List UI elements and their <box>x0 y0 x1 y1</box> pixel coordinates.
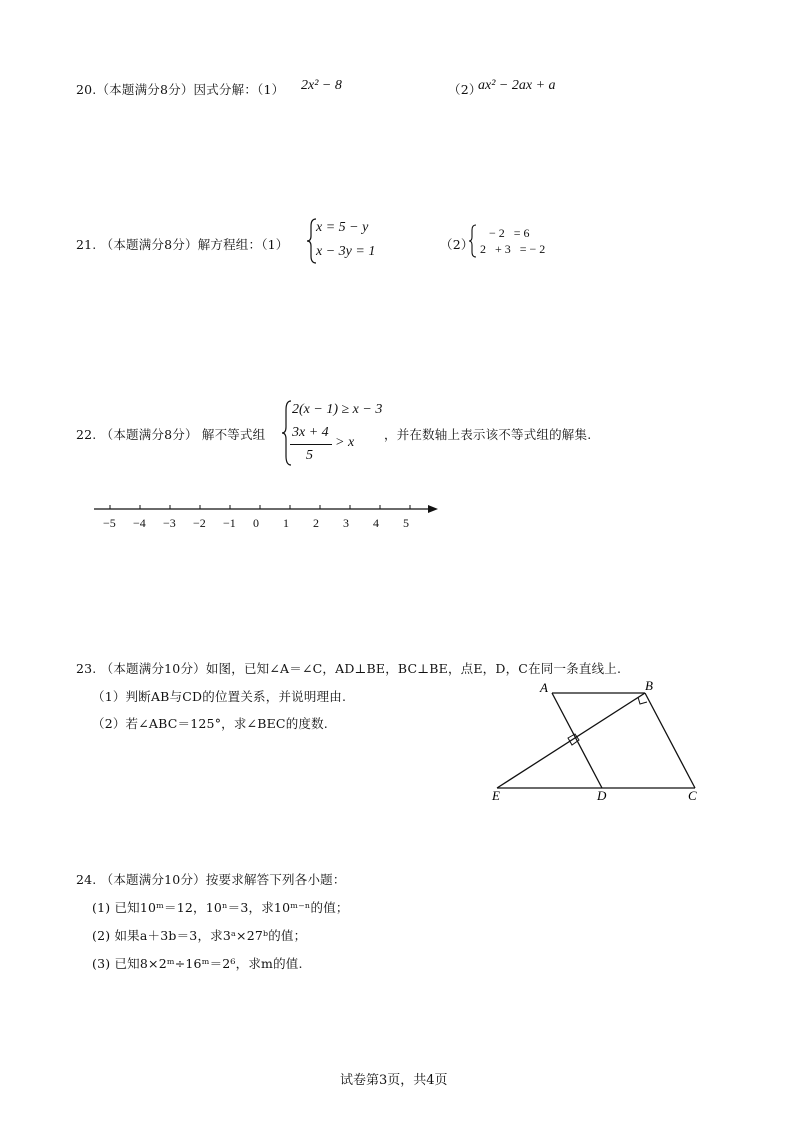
number-line-label: −1 <box>223 516 236 530</box>
q21-sys1-eq1: x = 5 − y <box>316 220 369 235</box>
q20-expr1: 2x² − 8 <box>301 78 342 93</box>
q23-part1: （1）判断AB与CD的位置关系，并说明理由. <box>92 689 347 704</box>
q22-ineq1: 2(x − 1) ≥ x − 3 <box>292 402 383 417</box>
q21-prefix: 21. （本题满分8分）解方程组：（1） <box>76 237 289 252</box>
label-d: D <box>597 788 607 802</box>
number-line-label: −4 <box>133 516 146 530</box>
label-a: A <box>540 680 548 695</box>
number-line-label: 3 <box>343 516 349 530</box>
q22-prefix: 22. （本题满分8分） 解不等式组 <box>76 427 266 442</box>
q23-stem: 23. （本题满分10分）如图，已知∠A＝∠C，AD⊥BE，BC⊥BE，点E，D，C在同一条直线上. <box>76 661 622 676</box>
label-e: E <box>492 788 500 802</box>
page-footer: 试卷第3页，共4页 <box>340 1073 448 1088</box>
q21-sys1-eq2: x − 3y = 1 <box>316 244 376 259</box>
q20-part2-label: （2） <box>448 82 482 97</box>
number-line-label: 4 <box>373 516 379 530</box>
q21-part2-label: （2） <box>440 237 474 252</box>
number-line-label: 2 <box>313 516 319 530</box>
q20-expr2: ax² − 2ax + a <box>478 78 556 93</box>
q24-part1: (1) 已知10ᵐ＝12，10ⁿ＝3，求10ᵐ⁻ⁿ的值； <box>92 900 349 915</box>
q22-suffix: ，并在数轴上表示该不等式组的解集. <box>384 427 592 442</box>
q21-sys2-brace <box>468 224 478 258</box>
segment-bc <box>645 693 695 788</box>
number-line-label: −2 <box>193 516 206 530</box>
q22-ineq2-num: 3x + 4 <box>292 425 329 440</box>
q24-part3: (3) 已知8×2ᵐ÷16ᵐ＝2⁶，求m的值. <box>92 956 303 971</box>
segment-eb <box>497 693 645 788</box>
right-angle-mark-b <box>638 697 647 704</box>
number-line-label: 0 <box>253 516 259 530</box>
label-c: C <box>688 788 697 802</box>
number-line-label: 5 <box>403 516 409 530</box>
q21-sys2-eq1: − 2 = 6 <box>480 226 530 240</box>
q22-fraction-bar <box>290 444 332 445</box>
q22-ineq2-den: 5 <box>306 448 313 463</box>
label-b: B <box>645 678 653 693</box>
q21-sys2-eq2: 2 + 3 = − 2 <box>480 242 546 256</box>
q20-prefix: 20.（本题满分8分）因式分解：（1） <box>76 82 285 97</box>
q23-part2: （2）若∠ABC＝125°，求∠BEC的度数. <box>92 716 328 731</box>
number-line-arrow-icon <box>428 505 438 513</box>
q24-part2: (2) 如果a＋3b＝3，求3ᵃ×27ᵇ的值； <box>92 928 307 943</box>
q24-stem: 24. （本题满分10分）按要求解答下列各小题： <box>76 872 346 887</box>
q22-ineq2-rhs: > x <box>335 435 355 450</box>
q23-figure <box>488 676 710 802</box>
number-line-label: −3 <box>163 516 176 530</box>
number-line-label: 1 <box>283 516 289 530</box>
segment-ad <box>552 693 602 788</box>
number-line-label: −5 <box>103 516 116 530</box>
